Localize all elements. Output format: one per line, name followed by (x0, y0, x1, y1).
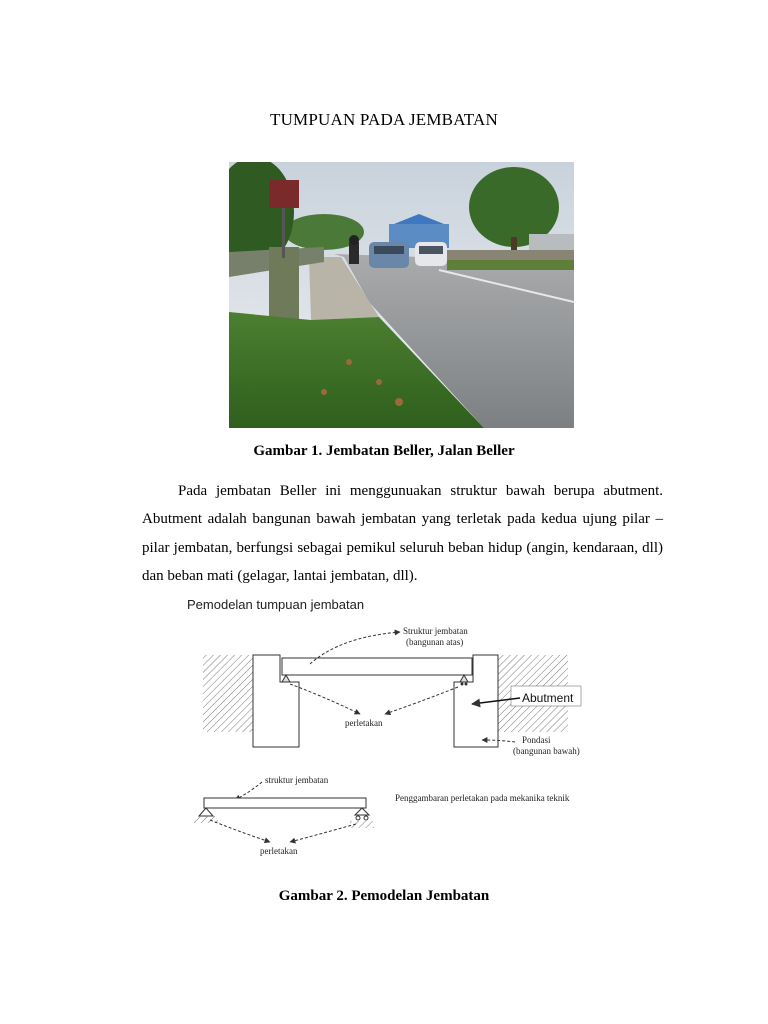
support-roller (355, 808, 369, 815)
label-struktur-jembatan: Struktur jembatan (403, 626, 468, 636)
figure-2-caption: Gambar 2. Pemodelan Jembatan (278, 888, 490, 904)
motorcyclist (349, 242, 359, 264)
bridge-photo (229, 162, 574, 428)
label-perletakan-top: perletakan (345, 718, 383, 728)
arrow-perletakan-right (385, 687, 458, 714)
label-perletakan-bottom: perletakan (260, 846, 298, 856)
bearing-right (460, 675, 468, 682)
house-right (529, 234, 574, 252)
arrow-struktur-lower (235, 782, 262, 800)
arrow-perletakan-left (290, 684, 360, 714)
bridge-deck (282, 658, 472, 675)
page-title: TUMPUAN PADA JEMBATAN (270, 110, 498, 129)
paragraph-line-2: Abutment adalah bangunan bawah jembatan yang terletak pada kedua ujung pilar – (142, 511, 663, 528)
bridge-model-diagram (170, 592, 620, 867)
label-struktur-jembatan-lower: struktur jembatan (265, 775, 329, 785)
fence-right (447, 250, 574, 260)
paragraph-line-4: dan beban mati (gelagar, lantai jembatan, dll). (142, 567, 418, 584)
paragraph-line-3: pilar jembatan, berfungsi sebagai pemikul seluruh beban hidup (angin, kendaraan, dll) (142, 539, 663, 556)
road-sign (269, 180, 299, 208)
label-penggambaran: Penggambaran perletakan pada mekanika teknik (395, 793, 570, 803)
diagram-heading: Pemodelan tumpuan jembatan (187, 597, 365, 612)
paragraph-line-1: Pada jembatan Beller ini menggunuakan struktur bawah berupa abutment. (178, 483, 663, 499)
diagram-svg (170, 592, 620, 867)
car-blue (369, 242, 409, 268)
figure-1-caption: Gambar 1. Jembatan Beller, Jalan Beller (253, 443, 515, 459)
soil-left (203, 655, 253, 732)
label-pondasi: Pondasi (522, 735, 551, 745)
label-abutment: Abutment (522, 691, 574, 705)
body-paragraph (142, 477, 663, 590)
bearing-left (282, 675, 290, 682)
support-pin (199, 808, 213, 816)
arrow-perletakan-lower-right (290, 824, 356, 842)
bridge-photo-illustration (229, 162, 574, 428)
arrow-perletakan-lower-left (210, 820, 270, 842)
label-bangunan-atas: (bangunan atas) (406, 637, 464, 647)
label-bangunan-bawah: (bangunan bawah) (513, 746, 580, 756)
beam-model (204, 798, 366, 808)
